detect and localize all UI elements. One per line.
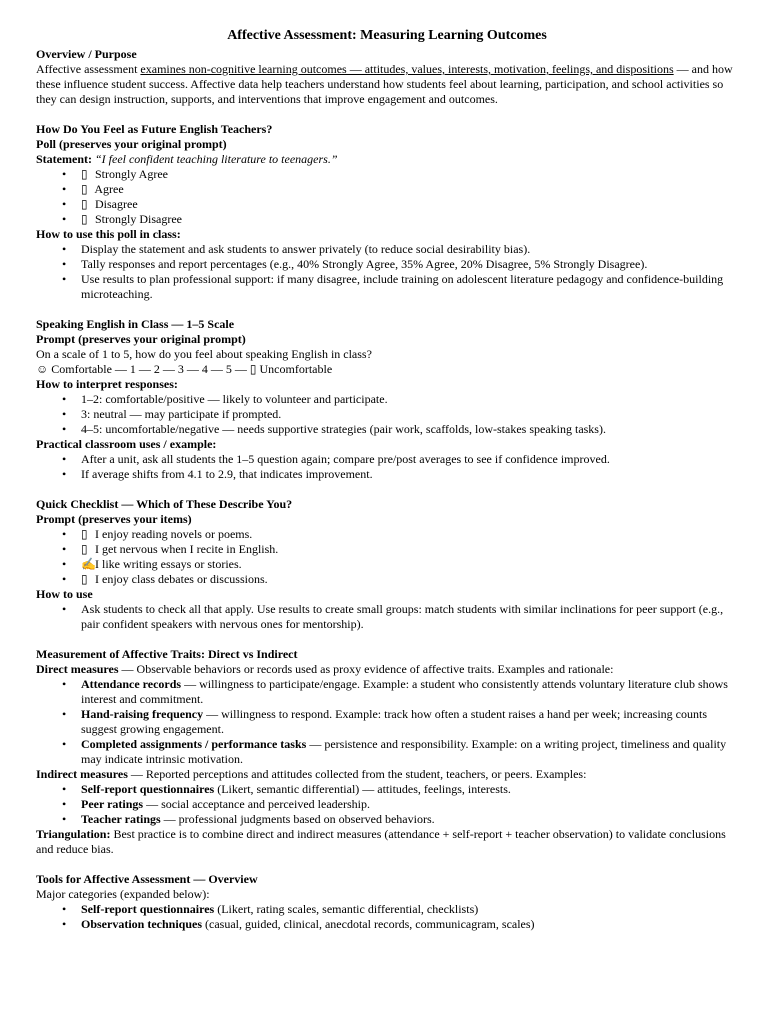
indirect-measures-text: — Reported perceptions and attitudes collected from the student, teachers, or peers. Examples: [127, 767, 587, 781]
list-item: • Tally responses and report percentages (e.g., 40% Strongly Agree, 35% Agree, 20% Disagree, 5% Strongly Disagree). [81, 257, 738, 272]
item-description: — professional judgments based on observed behaviors. [160, 812, 435, 826]
list-item: • If average shifts from 4.1 to 2.9, that indicates improvement. [81, 467, 738, 482]
poll-statement-label: Statement: [36, 152, 92, 166]
direct-measures-list [36, 677, 738, 767]
list-item [81, 677, 738, 707]
checklist-item [81, 542, 738, 557]
item-description: (Likert, rating scales, semantic differential, checklists) [214, 902, 479, 916]
speaking-heading: Speaking English in Class — 1–5 Scale [36, 317, 235, 331]
poll-option [81, 167, 738, 182]
speaking-subheading: Prompt (preserves your original prompt) [36, 332, 246, 346]
direct-measures-intro [36, 662, 738, 677]
checklist-item [81, 527, 738, 542]
list-item: • Ask students to check all that apply. Use results to create small groups: match students with similar inclinations for peer support (e.g., pair confident speakers with nervous ones for mentorship). [81, 602, 738, 632]
item-description: — willingness to participate/engage. Example: a student who consistently attends voluntary literature club shows interest and commitment. [81, 677, 728, 706]
poll-statement [36, 152, 738, 167]
list-item: • Use results to plan professional support: if many disagree, include training on adolescent literature pedagogy and confidence-building microteaching. [81, 272, 738, 302]
poll-option [81, 212, 738, 227]
speaking-uses-list [36, 452, 738, 482]
list-item [81, 782, 738, 797]
list-item [81, 707, 738, 737]
checklist-howto-list [36, 602, 738, 632]
poll-subheading: Poll (preserves your original prompt) [36, 137, 227, 151]
item-term: Self-report questionnaires [81, 902, 215, 916]
direct-measures-text: — Observable behaviors or records used as proxy evidence of affective traits. Examples and rationale: [118, 662, 614, 676]
overview-text-end: — and how these influence student success. Affective data help teachers understand how students feel about learning, participation, and school activities so they can design instruction, supports, and interventions that improve engagement and outcomes. [36, 62, 733, 106]
tools-intro: Major categories (expanded below): [36, 887, 210, 901]
overview-text-start: Affective assessment [36, 62, 141, 76]
measurement-heading: Measurement of Affective Traits: Direct vs Indirect [36, 647, 298, 661]
triangulation-label: Triangulation: [36, 827, 111, 841]
item-term: Teacher ratings [81, 812, 161, 826]
checklist-item [81, 557, 738, 572]
item-description: — willingness to respond. Example: track how often a student raises a hand per week; increasing counts suggest growing engagement. [81, 707, 707, 736]
item-description: — social acceptance and perceived leadership. [143, 797, 370, 811]
item-term: Observation techniques [81, 917, 203, 931]
list-item: • 3: neutral — may participate if prompted. [81, 407, 738, 422]
list-item [81, 812, 738, 827]
checkbox-icon: ▯ [81, 542, 88, 556]
item-description: (casual, guided, clinical, anecdotal records, communicagram, scales) [202, 917, 535, 931]
indirect-measures-intro [36, 767, 738, 782]
checkbox-icon: ▯ [81, 527, 88, 541]
checkbox-icon: ▯ [81, 197, 88, 211]
checklist-item [81, 572, 738, 587]
list-item: • Display the statement and ask students to answer privately (to reduce social desirability bias). [81, 242, 738, 257]
item-term: Hand-raising frequency [81, 707, 204, 721]
list-item [81, 917, 738, 932]
checklist-item-label: I get nervous when I recite in English. [95, 542, 279, 556]
poll-howto-heading: How to use this poll in class: [36, 227, 181, 241]
poll-option-label: Agree [94, 182, 124, 196]
poll-statement-text: “I feel confident teaching literature to teenagers.” [94, 152, 338, 166]
item-term: Attendance records [81, 677, 182, 691]
poll-howto-list [36, 242, 738, 302]
speaking-interpret-list [36, 392, 738, 437]
item-term: Self-report questionnaires [81, 782, 215, 796]
poll-option [81, 197, 738, 212]
checkbox-icon: ▯ [81, 167, 88, 181]
list-item [81, 902, 738, 917]
direct-measures-label: Direct measures [36, 662, 119, 676]
speaking-uses-heading: Practical classroom uses / example: [36, 437, 217, 451]
tools-list [36, 902, 738, 932]
item-term: Peer ratings [81, 797, 144, 811]
item-term: Completed assignments / performance tasks [81, 737, 307, 751]
item-description: — persistence and responsibility. Example: on a writing project, timeliness and quality may indicate intrinsic motivation. [81, 737, 727, 766]
checkbox-icon: ▯ [81, 572, 88, 586]
page-title: Affective Assessment: Measuring Learning Outcomes [227, 28, 547, 43]
list-item: • After a unit, ask all students the 1–5 question again; compare pre/post averages to see if confidence improved. [81, 452, 738, 467]
checklist-items [36, 527, 738, 587]
triangulation-text: Best practice is to combine direct and indirect measures (attendance + self-report + teacher observation) to validate conclusions and reduce bias. [36, 827, 726, 856]
speaking-scale: ☺ Comfortable — 1 — 2 — 3 — 4 — 5 — ▯ Uncomfortable [36, 362, 333, 376]
poll-option-label: Strongly Disagree [95, 212, 182, 226]
triangulation-paragraph [36, 827, 738, 857]
checklist-item-label: I enjoy class debates or discussions. [95, 572, 268, 586]
overview-heading: Overview / Purpose [36, 47, 137, 61]
checklist-item-label: I like writing essays or stories. [95, 557, 242, 571]
item-description: (Likert, semantic differential) — attitudes, feelings, interests. [214, 782, 511, 796]
poll-option [81, 182, 738, 197]
speaking-interpret-heading: How to interpret responses: [36, 377, 178, 391]
checklist-subheading: Prompt (preserves your items) [36, 512, 192, 526]
poll-option-label: Disagree [95, 197, 138, 211]
checklist-heading: Quick Checklist — Which of These Describe You? [36, 497, 293, 511]
checklist-item-label: I enjoy reading novels or poems. [95, 527, 253, 541]
speaking-prompt: On a scale of 1 to 5, how do you feel about speaking English in class? [36, 347, 372, 361]
checkbox-icon: ▯ [81, 212, 88, 226]
list-item: • 1–2: comfortable/positive — likely to volunteer and participate. [81, 392, 738, 407]
overview-underlined-text: examines non-cognitive learning outcomes — attitudes, values, interests, motivation, feelings, and dispositions [140, 62, 674, 76]
list-item: • 4–5: uncomfortable/negative — needs supportive strategies (pair work, scaffolds, low-stakes speaking tasks). [81, 422, 738, 437]
tools-heading: Tools for Affective Assessment — Overview [36, 872, 258, 886]
indirect-measures-label: Indirect measures [36, 767, 128, 781]
list-item [81, 797, 738, 812]
poll-options [36, 167, 738, 227]
list-item [81, 737, 738, 767]
overview-paragraph [36, 62, 738, 107]
poll-option-label: Strongly Agree [95, 167, 168, 181]
indirect-measures-list [36, 782, 738, 827]
poll-heading: How Do You Feel as Future English Teachers? [36, 122, 273, 136]
checklist-howto-heading: How to use [36, 587, 93, 601]
writing-hand-icon: ✍ [81, 557, 96, 571]
checkbox-icon: ▯ [81, 182, 88, 196]
